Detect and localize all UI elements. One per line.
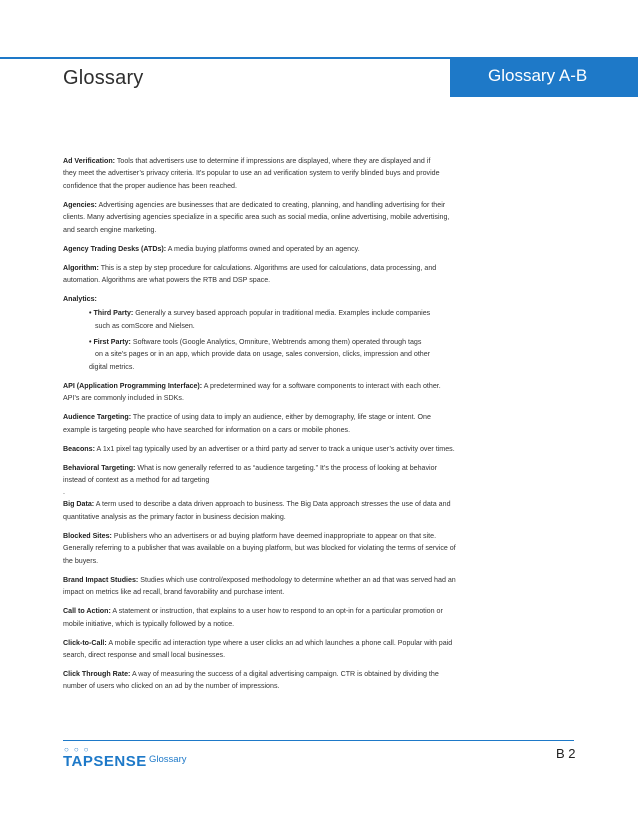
definition-line: confidence that the proper audience has been reached. xyxy=(63,181,237,190)
entry-big-data xyxy=(63,498,503,523)
definition-line: Studies which use control/exposed methodology to determine whether an ad that was served had an xyxy=(140,575,456,584)
definition-line: . xyxy=(63,488,65,497)
definition-line: clients. Many advertising agencies specialize in a specific area such as social media, online advertising, mobile advertising, xyxy=(63,213,450,222)
section-tab-label: Glossary A-B xyxy=(488,66,588,85)
entry-analytics xyxy=(63,293,503,373)
entry-algorithm xyxy=(63,262,503,287)
term: Beacons: xyxy=(63,444,95,453)
logo-dots-icon: ○○○ xyxy=(64,745,94,754)
definition-line: mobile initiative, which is typically followed by a notice. xyxy=(63,619,235,628)
term: • First Party: xyxy=(89,338,131,347)
entry-api xyxy=(63,380,503,405)
term: Click-to-Call: xyxy=(63,638,107,647)
definition-line: Generally a survey based approach popular in traditional media. Examples include companies xyxy=(135,309,431,318)
analytics-first-party xyxy=(63,336,503,373)
definition-line: impact on metrics like ad recall, brand favorability and purchase intent. xyxy=(63,588,285,597)
entry-beacons xyxy=(63,443,503,455)
term: • Third Party: xyxy=(89,309,134,318)
section-tab xyxy=(450,57,638,97)
term: Ad Verification: xyxy=(63,157,116,165)
definition-line: Advertising agencies are businesses that are dedicated to creating, planning, and handling advertising for their xyxy=(98,200,446,209)
definition-line: the buyers. xyxy=(63,556,99,565)
definition-line: example is targeting people who have searched for information on a cars or mobile phones. xyxy=(63,425,351,434)
definition-line: instead of context as a method for ad targeting xyxy=(63,476,210,485)
entry-agency-trading-desks xyxy=(63,243,503,255)
analytics-third-party xyxy=(63,307,503,332)
entry-blocked-sites xyxy=(63,530,503,567)
page-number: B 2 xyxy=(556,746,576,761)
tapsense-logo xyxy=(63,745,147,770)
definition-line: A way of measuring the success of a digital advertising campaign. CTR is obtained by dividing the xyxy=(132,669,439,678)
definition-line: A term used to describe a data driven approach to business. The Big Data approach stresses the use of data and xyxy=(95,500,451,509)
entry-agencies xyxy=(63,199,503,236)
definition-line: API’s are commonly included in SDKs. xyxy=(63,394,184,403)
entry-click-through-rate xyxy=(63,668,503,693)
term: Analytics: xyxy=(63,295,97,304)
definition-line: Publishers who an advertisers or ad buying platform have deemed inappropriate to appear on that site. xyxy=(113,531,437,540)
term: API (Application Programming Interface): xyxy=(63,381,203,390)
entry-call-to-action xyxy=(63,605,503,630)
term: Algorithm: xyxy=(63,263,99,272)
definition-line: number of users who clicked on an ad by the number of impressions. xyxy=(63,682,280,691)
term: Brand Impact Studies: xyxy=(63,575,139,584)
definition-line: A statement or instruction, that explains to a user how to respond to an opt-in for a particular promotion or xyxy=(112,607,443,616)
entry-behavioral-targeting xyxy=(63,462,503,499)
term: Agencies: xyxy=(63,200,97,209)
footer-label: Glossary xyxy=(149,754,187,765)
definition-line: quantitative analysis as the primary factor in business decision making. xyxy=(63,512,286,521)
definition-line: Generally referring to a publisher that was available on a buying platform, but was blocked for violating the terms of service of xyxy=(63,544,456,553)
definition-line: A mobile specific ad interaction type where a user clicks an ad which launches a phone call. Popular with paid xyxy=(108,638,453,647)
glossary-content xyxy=(63,155,503,699)
term: Blocked Sites: xyxy=(63,531,112,540)
term: Audience Targeting: xyxy=(63,413,132,422)
definition-line: A 1x1 pixel tag typically used by an advertiser or a third party ad server to track a unique user’s activity over times. xyxy=(96,444,455,453)
logo-wordmark: TAPSENSE xyxy=(63,753,147,770)
definition-line: What is now generally referred to as “audience targeting.” It’s the process of looking at behavior xyxy=(137,463,437,472)
definition-line: A media buying platforms owned and operated by an agency. xyxy=(167,244,360,253)
term: Call to Action: xyxy=(63,607,111,616)
entry-audience-targeting xyxy=(63,411,503,436)
definition-line: such as comScore and Nielsen. xyxy=(95,321,195,330)
definition-line: they meet the advertiser’s privacy criteria. It’s popular to use an ad verification system to verify blinded buys and provide xyxy=(63,169,440,178)
entry-ad-verification xyxy=(63,155,503,192)
entry-brand-impact-studies xyxy=(63,574,503,599)
entry-click-to-call xyxy=(63,637,503,662)
definition-line: Tools that advertisers use to determine if impressions are displayed, where they are displayed and if xyxy=(116,157,431,165)
term: Behavioral Targeting: xyxy=(63,463,136,472)
definition-line: A predetermined way for a software components to interact with each other. xyxy=(203,381,441,390)
definition-line: and search engine marketing. xyxy=(63,225,157,234)
footer-rule xyxy=(63,740,574,741)
definition-line: This is a step by step procedure for calculations. Algorithms are used for calculations, data processing, and xyxy=(100,263,437,272)
definition-line: search, direct response and small local businesses. xyxy=(63,650,226,659)
definition-line: digital metrics. xyxy=(89,362,135,371)
definition-line: on a site’s pages or in an app, which provide data on usage, sales conversion, clicks, impression and other xyxy=(95,350,431,359)
term: Click Through Rate: xyxy=(63,669,131,678)
page-title: Glossary xyxy=(63,67,144,89)
definition-line: automation. Algorithms are what powers the RTB and DSP space. xyxy=(63,276,271,285)
term: Big Data: xyxy=(63,500,95,509)
definition-line: The practice of using data to imply an audience, either by demography, life stage or intent. One xyxy=(132,413,431,422)
header-bar xyxy=(0,57,638,97)
definition-line: Software tools (Google Analytics, Omniture, Webtrends among them) operated through tags xyxy=(132,338,422,347)
term: Agency Trading Desks (ATDs): xyxy=(63,244,167,253)
